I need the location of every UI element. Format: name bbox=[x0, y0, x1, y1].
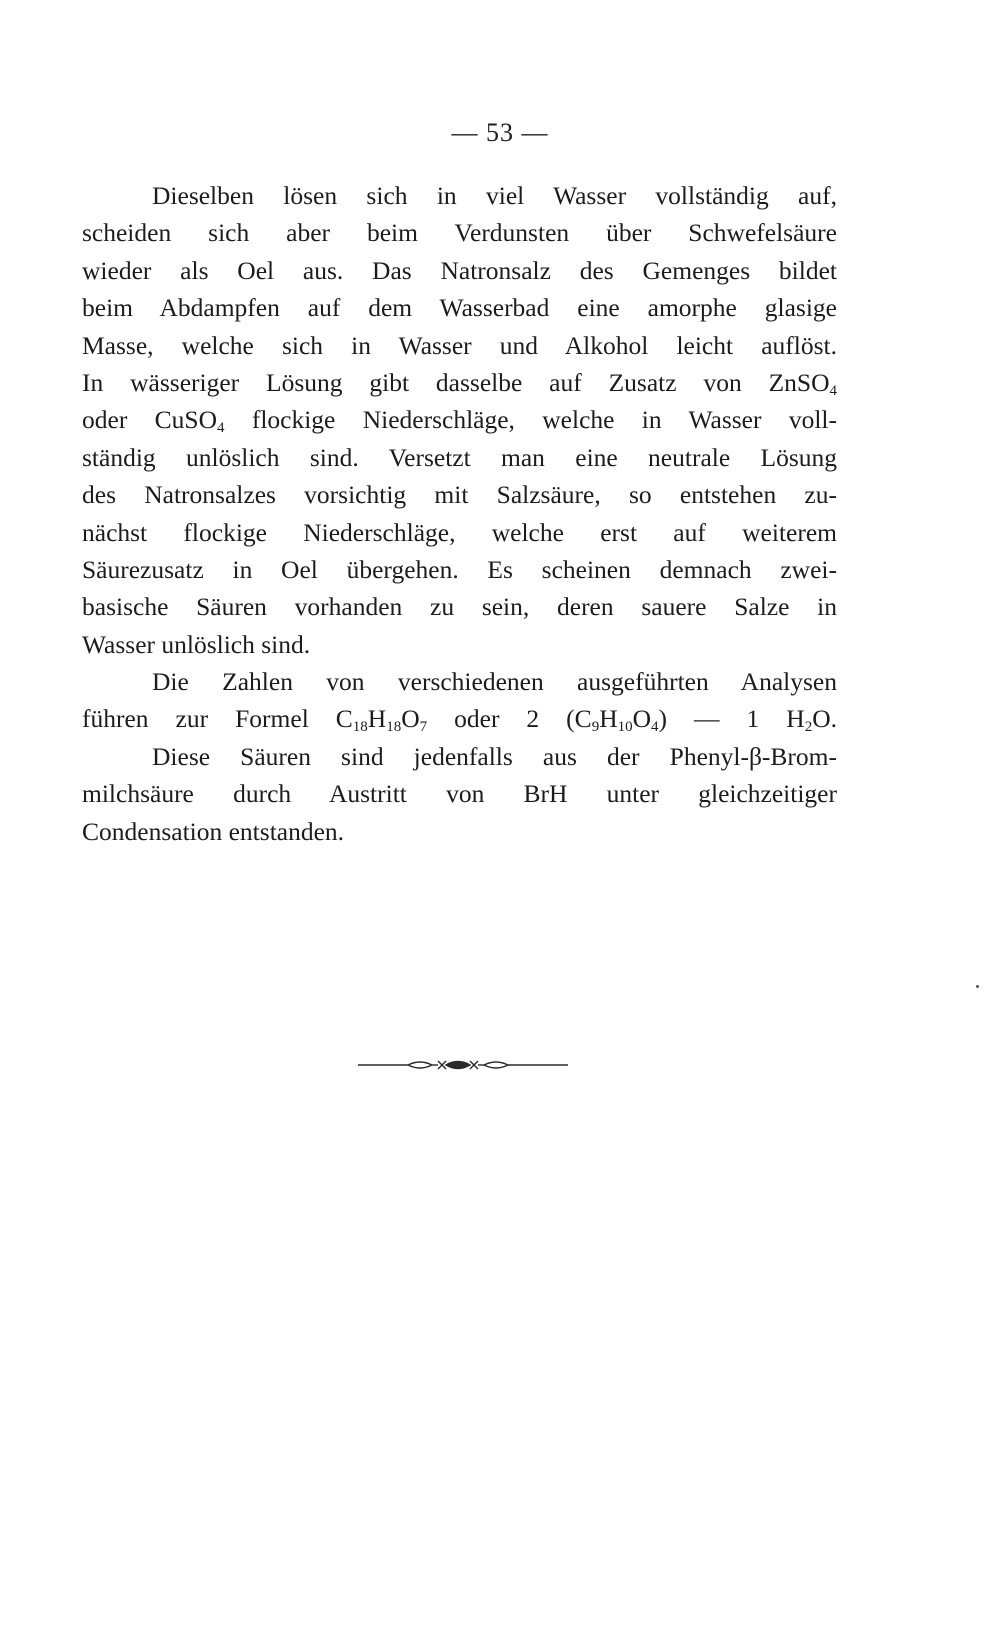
text-line: scheiden sich aber beim Verdunsten über Schwefelsäure bbox=[82, 218, 837, 248]
text-line: des Natronsalzes vorsichtig mit Salzsäure, so entstehen zu- bbox=[82, 480, 837, 510]
text-line: Diese Säuren sind jedenfalls aus der Phenyl-β-Brom- bbox=[152, 741, 837, 771]
text-line: Wasser unlöslich sind. bbox=[82, 629, 311, 659]
text-line: milchsäure durch Austritt von BrH unter gleichzeitiger bbox=[82, 779, 837, 809]
text-line: Masse, welche sich in Wasser und Alkohol leicht auflöst. bbox=[82, 330, 837, 360]
text-line: oder CuSO$_4$ flockige Niederschläge, welche in Wasser voll- bbox=[82, 405, 837, 437]
stray-mark bbox=[976, 985, 979, 988]
text-line: Dieselben lösen sich in viel Wasser vollständig auf, bbox=[152, 181, 837, 210]
text-line: Säurezusatz in Oel übergehen. Es scheinen demnach zwei- bbox=[82, 554, 837, 584]
text-line: basische Säuren vorhanden zu sein, deren sauere Salze in bbox=[82, 592, 837, 622]
text-line: Condensation entstanden. bbox=[82, 816, 345, 846]
text-line: wieder als Oel aus. Das Natronsalz des Gemenges bildet bbox=[82, 255, 837, 285]
page-number: — 53 — bbox=[451, 118, 549, 147]
text-line: beim Abdampfen auf dem Wasserbad eine amorphe glasige bbox=[82, 293, 837, 323]
text-line: In wässeriger Lösung gibt dasselbe auf Zusatz von ZnSO$_4$ bbox=[82, 367, 837, 399]
text-line: Die Zahlen von verschiedenen ausgeführten Analysen bbox=[152, 667, 837, 697]
text-line: nächst flockige Niederschläge, welche erst auf weiterem bbox=[82, 517, 837, 547]
end-ornament bbox=[358, 1058, 568, 1072]
body-text bbox=[82, 177, 837, 850]
text-line: ständig unlöslich sind. Versetzt man eine neutrale Lösung bbox=[82, 442, 837, 472]
text-line: führen zur Formel $C_{18}H_{18}O_7$ oder 2 $(C_9H_{10}O_4)$ — 1 $H_2O$. bbox=[82, 704, 837, 736]
